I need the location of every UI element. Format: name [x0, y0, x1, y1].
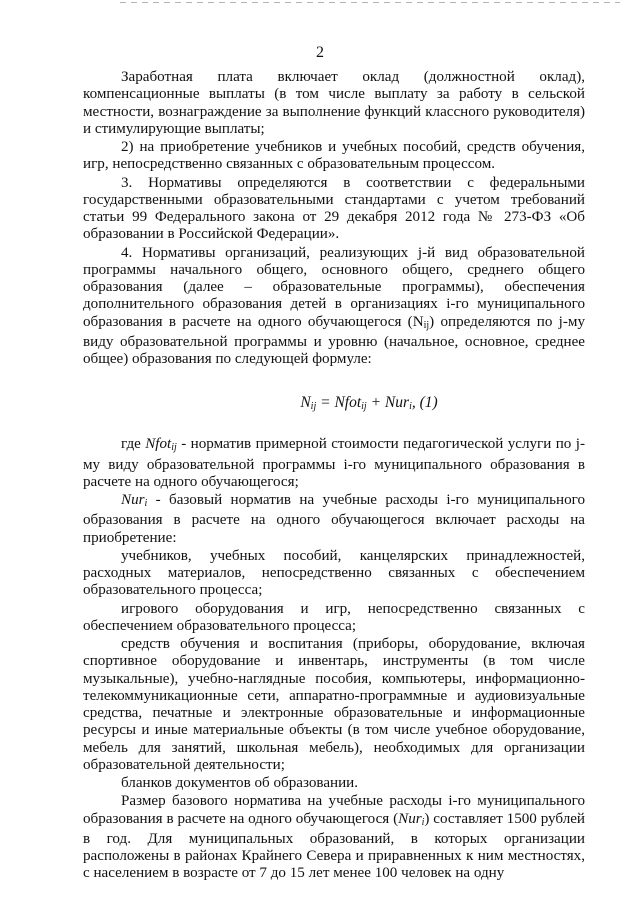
page-number: 2 [316, 44, 324, 61]
formula-1: $N_{ij}$ = Nfot$_{ij}$ + Nur$_i$, (1) [300, 394, 438, 413]
paragraph-nur-definition: Nur$_i$ - базовый норматив на учебные расходы i-го муниципального образования в расчете на одного обучающегося включает расходы на приобретение: [83, 492, 585, 546]
paragraph-item-4: 4. Нормативы организаций, реализующих j-й вид образовательной программы начального общего, основного общего, среднего общего образования (далее – образовательные программы), обеспечения дополнительного образования детей в организациях i-го муниципального образования в расчете на одного обучающегося $(N_{ij})$ определяются по j-му виду образовательной программы и уровню (начальное, основное, среднее общее) образования по следующей формуле: [83, 244, 585, 367]
paragraph-teaching-means: средств обучения и воспитания (приборы, оборудование, включая спортивное оборудование и инвентарь, инструменты (в том числе музыкальные), учебно-наглядные пособия, компьютеры, информационно-телекоммуникационные сети, аппаратно-программные и аудиовизуальные средства, печатные и электронные образовательные и информационные ресурсы и иные материальные объекты (в том числе учебное оборудование, мебель для занятий, школьная мебель), необходимых для организации образовательной деятельности; [83, 636, 585, 773]
paragraph-item-3: 3. Нормативы определяются в соответствии с федеральными государственными образовательными стандартами с учетом требований статьи 99 Федерального закона от 29 декабря 2012 года № 273-ФЗ «Об образовании в Российской Федерации». [83, 174, 585, 243]
paragraph-base-norm-size: Размер базового норматива на учебные расходы i-го муниципального образования в расчете на одного обучающегося (Nur$_i$) составляет 1500 рублей в год. Для муниципальных образований, в которых организации расположены в районах Крайнего Севера и приравненных к ним местностях, с населением в возрасте от 7 до 15 лет менее 100 человек на одну [83, 793, 585, 882]
paragraph-game-equipment: игрового оборудования и игр, непосредственно связанных с обеспечением образовательного процесса; [83, 600, 585, 634]
document-body [83, 69, 585, 884]
paragraph-forms: бланков документов об образовании. [121, 775, 359, 791]
paragraph-textbooks: учебников, учебных пособий, канцелярских принадлежностей, расходных материалов, непосредственно связанных с обеспечением образовательного процесса; [83, 547, 585, 599]
paragraph-salary: Заработная плата включает оклад (должностной оклад), компенсационные выплаты (в том числе выплату за работу в сельской местности, вознаграждение за выполнение функций классного руководителя) и стимулирующие выплаты; [83, 69, 585, 137]
paragraph-nfot-definition: где Nfot$_{ij}$ - норматив примерной стоимости педагогической услуги по j-му виду образовательной программы i-го муниципального образования в расчете на одного обучающегося; [83, 436, 585, 490]
paragraph-item-2: 2) на приобретение учебников и учебных пособий, средств обучения, игр, непосредственно связанных с образовательным процессом. [83, 139, 585, 173]
scan-top-edge [120, 2, 620, 3]
